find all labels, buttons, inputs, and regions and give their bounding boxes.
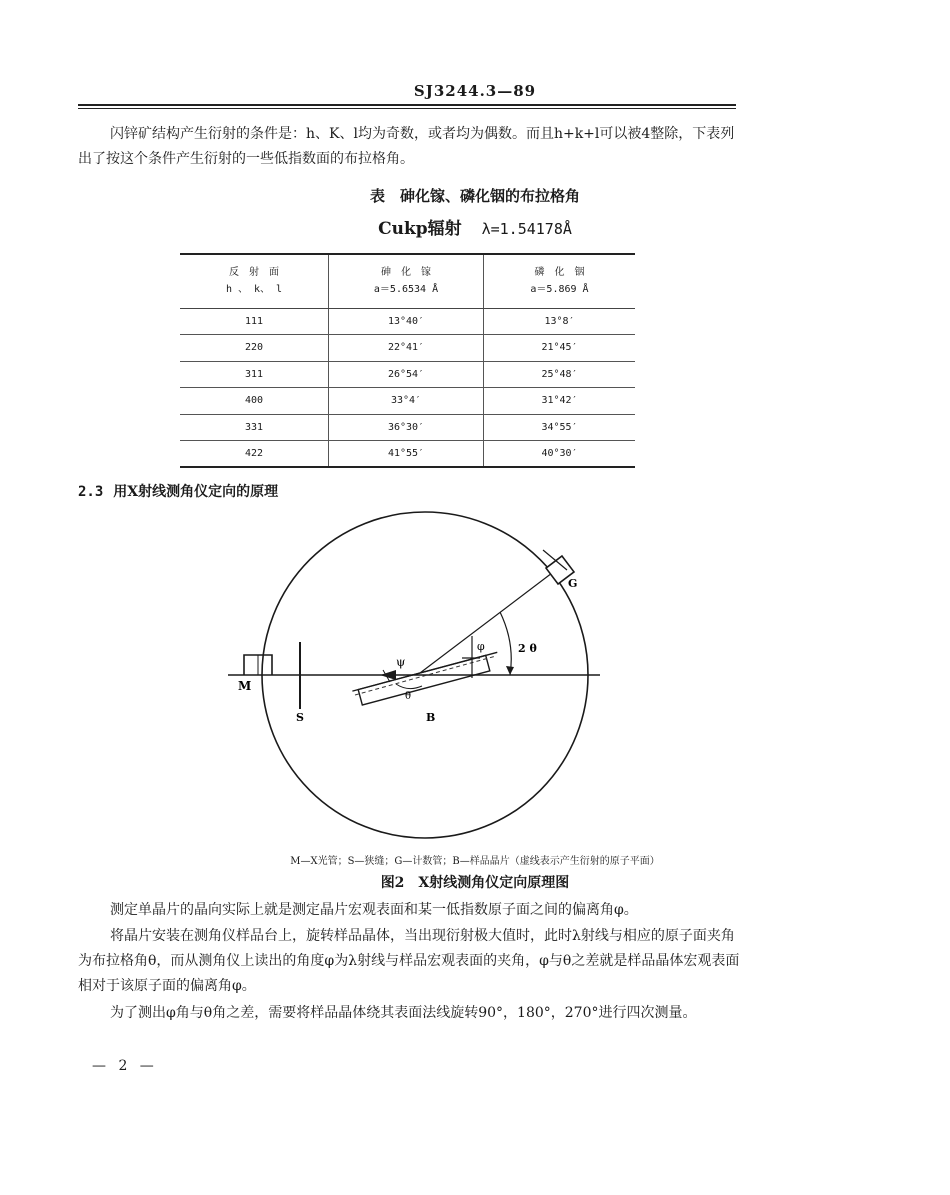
label-s: S [296,711,304,724]
intro-paragraph: 闪锌矿结构产生衍射的条件是：h、K、l均为奇数，或者均为偶数。而且h+k+l可以被4整除，下表列出了按这个条件产生衍射的一些低指数面的布拉格角。 [78,126,735,167]
header-inp: 磷 化 铟 a＝5.869 Å [484,254,636,308]
section-number: 2.3 [78,484,104,500]
label-g: G [568,577,578,590]
table-row: 311 26°54′ 25°48′ [180,361,635,388]
table-row: 111 13°40′ 13°8′ [180,308,635,335]
document-code: SJ3244.3—89 [413,82,537,100]
table-title: 表 砷化镓、磷化铟的布拉格角 [369,187,580,205]
two-theta-arc [500,612,511,675]
table-header-row [180,254,635,308]
page-number: — 2 — [92,1058,158,1074]
goniometer-diagram [200,508,620,853]
header-rule [78,104,736,106]
theta-arc [396,684,422,689]
figure-caption: 图2 X射线测角仪定向原理图 [380,875,570,891]
paragraph-deviation-angle: 测定单晶片的晶向实际上就是测定晶片宏观表面和某一低指数原子面之间的偏离角φ。 [110,902,638,918]
table-row: 400 33°4′ 31°42′ [180,388,635,415]
paragraph-procedure: 将晶片安装在测角仪样品台上，旋转样品晶体，当出现衍射极大值时，此时λ射线与相应的原子面夹角为布拉格角θ，而从测角仪上读出的角度φ为λ射线与样品宏观表面的夹角，φ与θ之差就是样品晶体宏观表面相对于该原子面的偏离角φ。 [78,928,740,994]
table-row: 331 36°30′ 34°55′ [180,414,635,441]
section-heading [78,481,278,501]
wavelength-label: λ=1.54178Å [481,220,572,238]
figure-legend: M—X光管；S—狭缝；G—计数管；B—样品晶片（虚线表示产生衍射的原子平面） [290,856,660,867]
label-b: B [426,711,436,724]
table-row: 422 41°55′ 40°30′ [180,441,635,468]
table-subtitle [0,214,950,239]
header-reflection-plane: 反 射 面 h 、 k、 l [180,254,329,308]
table-row: 220 22°41′ 21°45′ [180,335,635,362]
two-theta-arrow [506,666,514,675]
radiation-label: Cukp辐射 [378,219,462,239]
header-gaas: 砷 化 镓 a＝5.6534 Å [329,254,484,308]
section-title: 用X射线测角仪定向的原理 [113,484,279,500]
label-psi: ψ [396,655,406,669]
label-theta: θ [405,691,412,702]
bragg-angle-table [180,253,635,468]
label-two-theta: 2 θ [518,642,537,655]
header-rule-thin [78,108,736,109]
label-m: M [238,679,252,693]
paragraph-rotation: 为了测出φ角与θ角之差，需要将样品晶体绕其表面法线旋转90°，180°，270°进行四次测量。 [110,1005,697,1021]
label-phi: φ [477,640,485,653]
